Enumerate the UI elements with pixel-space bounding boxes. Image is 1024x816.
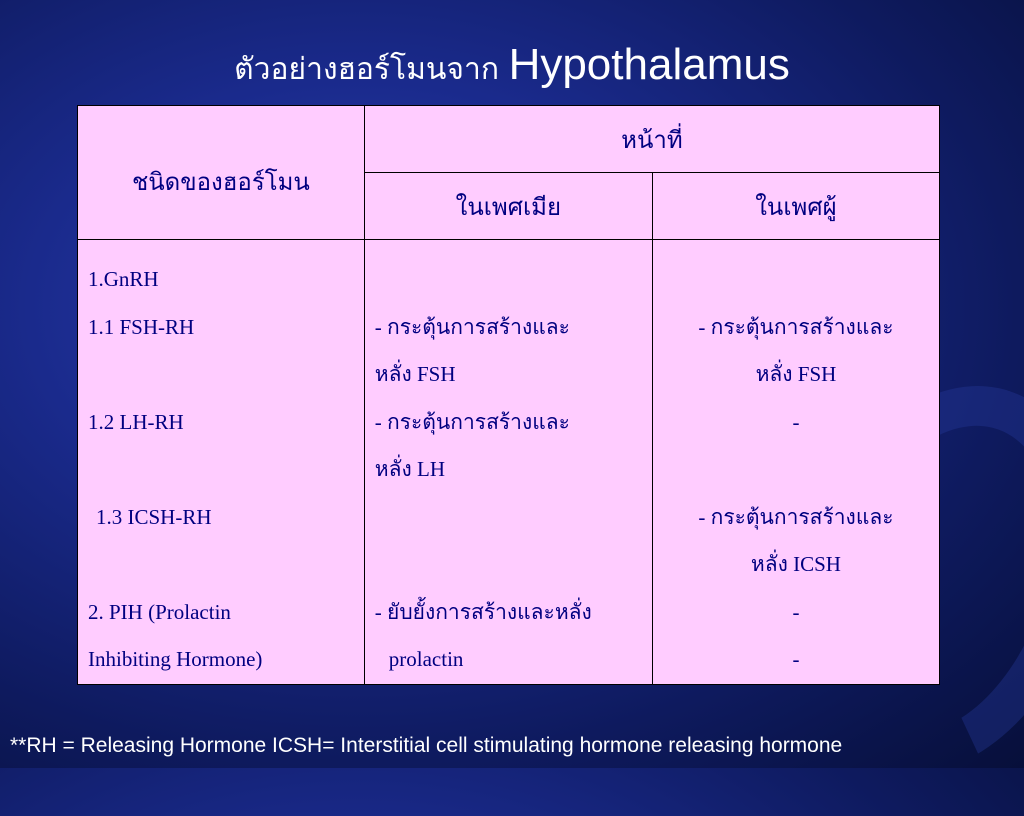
male-line: -	[792, 647, 800, 671]
header-female: ในเพศเมีย	[364, 173, 652, 240]
male-line: - กระตุ้นการสร้างและ	[698, 314, 894, 339]
footnote: **RH = Releasing Hormone ICSH= Interstitial cell stimulating hormone releasing hormone	[10, 734, 843, 757]
female-line: - ยับยั้งการสร้างและหลั่ง	[374, 599, 592, 624]
male-line: - กระตุ้นการสร้างและ	[698, 504, 894, 529]
female-line	[365, 541, 652, 589]
type-line: Inhibiting Hormone)	[88, 647, 263, 671]
title-thai: ตัวอย่างฮอร์โมนจาก	[234, 52, 500, 87]
hormone-type-cell	[78, 240, 365, 685]
header-function: หน้าที่	[364, 106, 939, 173]
female-line: prolactin	[388, 647, 464, 671]
type-line	[78, 541, 364, 589]
male-line: -	[792, 599, 800, 624]
female-line: - กระตุ้นการสร้างและ	[374, 409, 570, 434]
type-line: 1.3 ICSH-RH	[96, 504, 212, 529]
slide-title	[0, 40, 1024, 93]
female-line	[365, 494, 652, 542]
title-latin: Hypothalamus	[508, 40, 790, 89]
type-line: 2. PIH (Prolactin	[88, 599, 231, 624]
female-line: - กระตุ้นการสร้างและ	[374, 314, 570, 339]
female-line: หลั่ง LH	[374, 457, 445, 481]
male-line: -	[792, 409, 800, 434]
type-line	[78, 351, 364, 399]
male-line: หลั่ง ICSH	[750, 552, 841, 576]
male-line: หลั่ง FSH	[755, 362, 837, 386]
female-function-cell	[364, 240, 652, 685]
hormone-table	[77, 105, 940, 685]
type-line: 1.1 FSH-RH	[88, 314, 195, 339]
type-line	[78, 446, 364, 494]
type-line: 1.GnRH	[88, 267, 159, 291]
female-line	[365, 256, 652, 304]
male-line	[653, 446, 939, 494]
header-male: ในเพศผู้	[652, 173, 939, 240]
male-function-cell	[652, 240, 939, 685]
female-line: หลั่ง FSH	[374, 362, 456, 386]
header-hormone-type: ชนิดของฮอร์โมน	[78, 106, 365, 240]
male-line	[653, 256, 939, 304]
type-line: 1.2 LH-RH	[88, 409, 184, 434]
